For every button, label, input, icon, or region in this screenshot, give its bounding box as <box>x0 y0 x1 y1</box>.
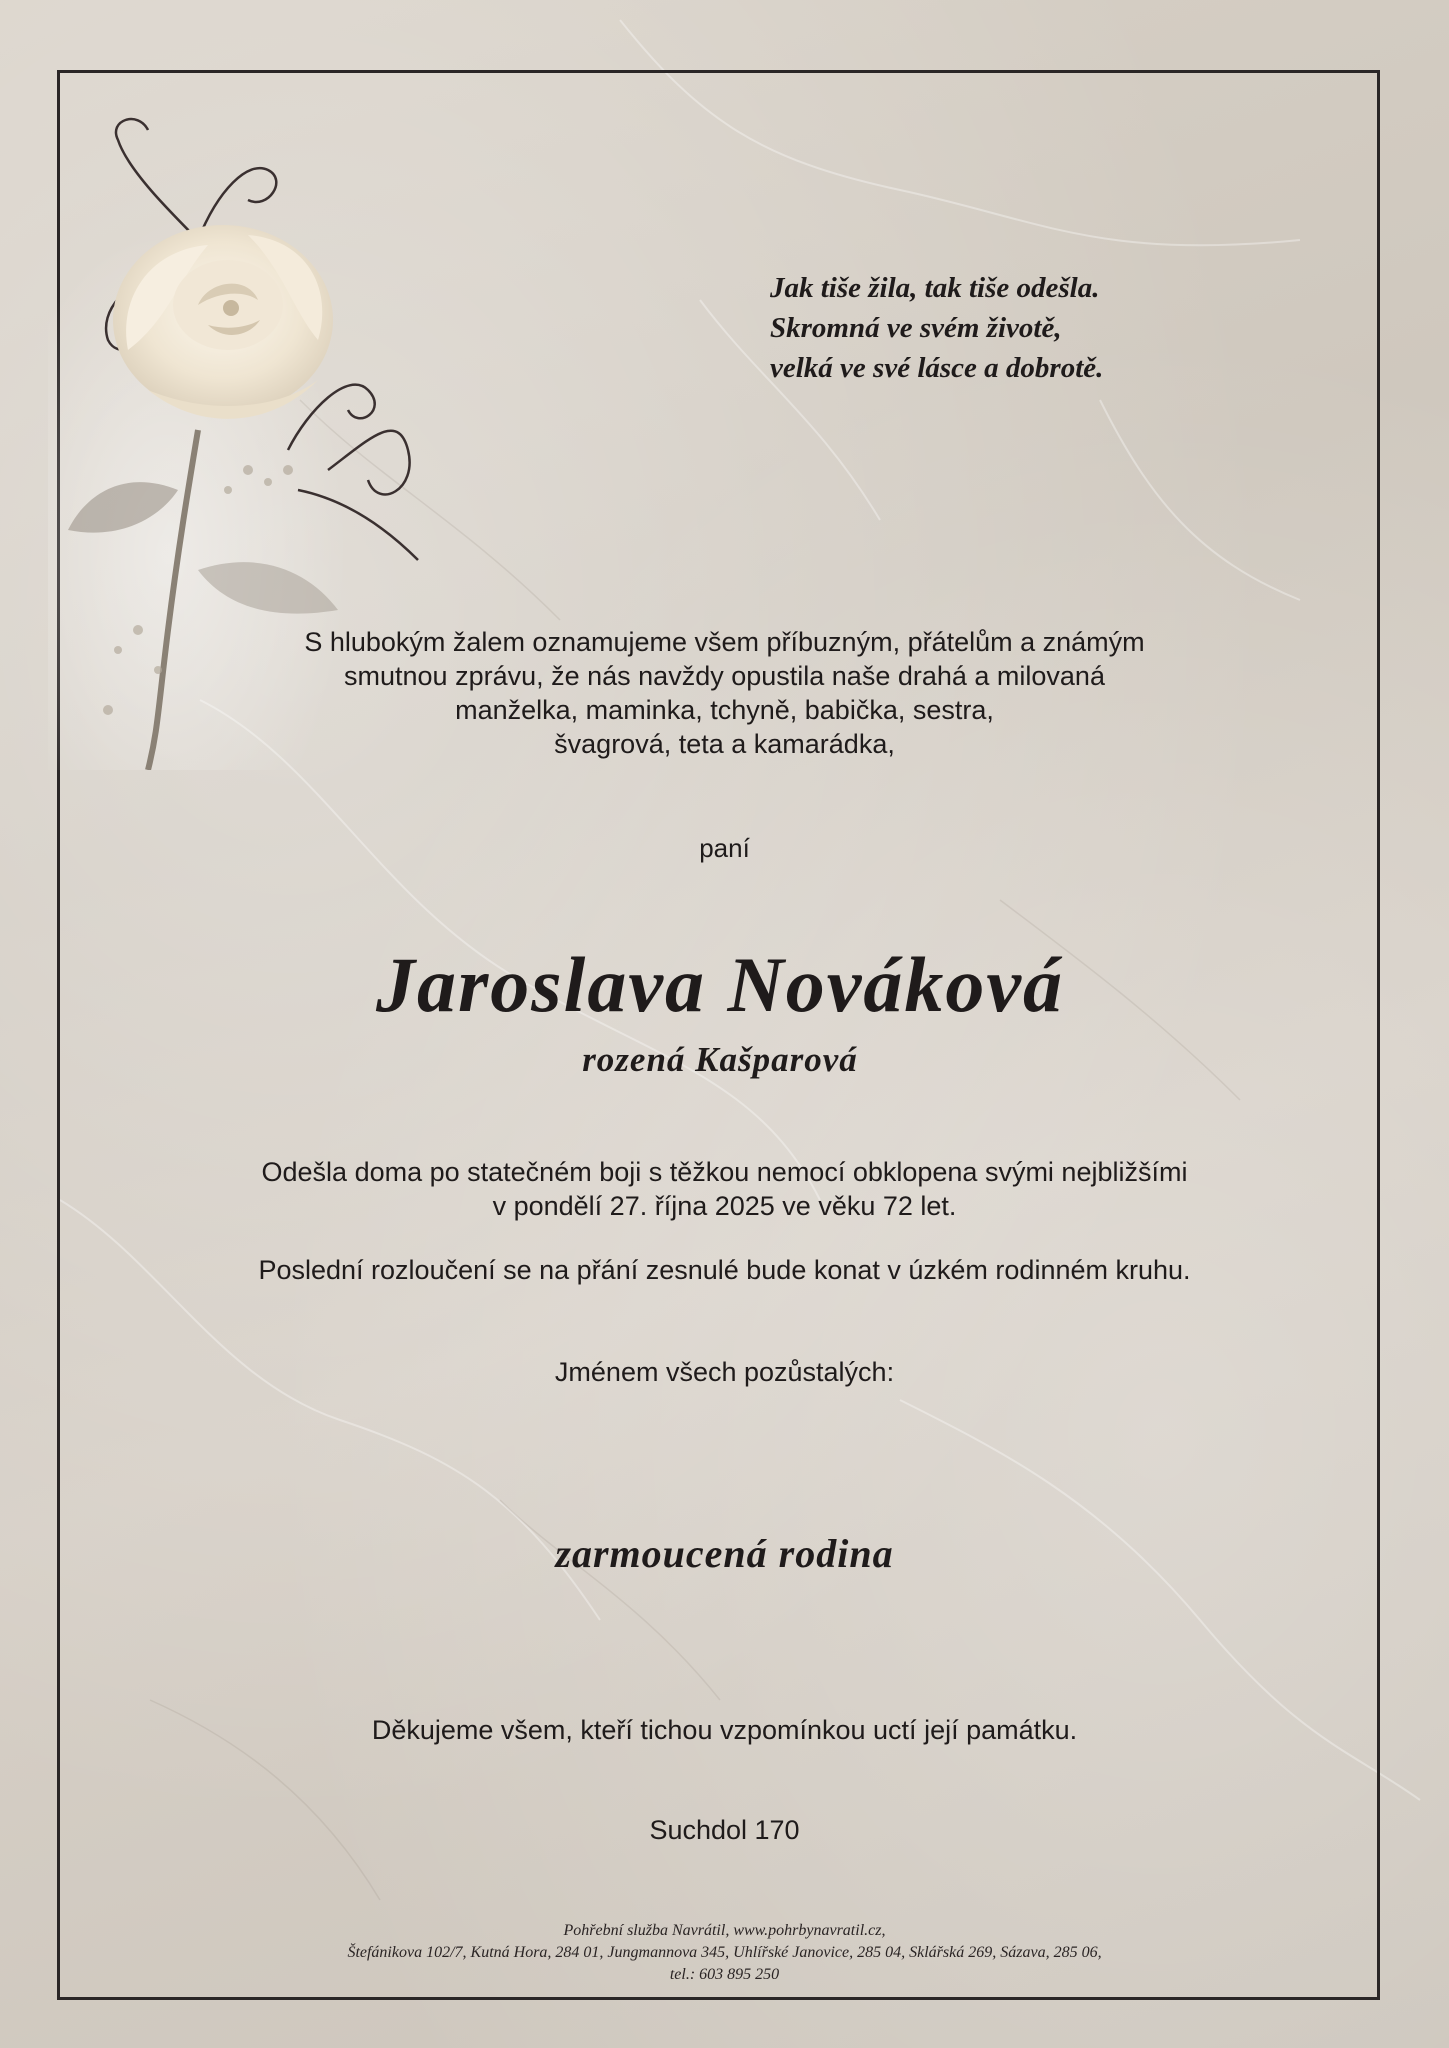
motto-verse <box>770 268 1250 388</box>
honorific: paní <box>699 833 750 863</box>
motto-line: velká ve své lásce a dobrotě. <box>770 352 1104 384</box>
motto-line: Jak tiše žila, tak tiše odešla. <box>770 272 1100 304</box>
maiden-name: rozená Kašparová <box>582 1040 858 1079</box>
motto-line: Skromná ve svém životě, <box>770 312 1062 344</box>
funeral-service-footer <box>0 1920 1449 1986</box>
death-line: v pondělí 27. října 2025 ve věku 72 let. <box>492 1191 957 1221</box>
on-behalf-line: Jménem všech pozůstalých: <box>554 1357 895 1387</box>
thanks-line: Děkujeme všem, kteří tichou vzpomínkou uctí její památku. <box>371 1715 1078 1745</box>
deceased-name: Jaroslava Nováková <box>375 941 1065 1028</box>
death-details <box>0 1155 1449 1223</box>
family-address: Suchdol 170 <box>649 1815 800 1845</box>
announcement-text <box>0 625 1449 761</box>
farewell-note: Poslední rozloučení se na přání zesnulé bude konat v úzkém rodinném kruhu. <box>258 1255 1191 1285</box>
announcement-line: S hlubokým žalem oznamujeme všem příbuzným, přátelům a známým <box>304 627 1145 657</box>
death-line: Odešla doma po statečném boji s těžkou nemocí obklopena svými nejbližšími <box>261 1157 1188 1187</box>
footer-line: tel.: 603 895 250 <box>669 1966 780 1983</box>
announcement-line: smutnou zprávu, že nás navždy opustila naše drahá a milovaná <box>344 661 1105 691</box>
family-signature: zarmoucená rodina <box>555 1531 894 1576</box>
footer-line: Štefánikova 102/7, Kutná Hora, 284 01, Jungmannova 345, Uhlířské Janovice, 285 04, Sklářská 269, Sázava, 285 06, <box>347 1944 1102 1961</box>
announcement-line: švagrová, teta a kamarádka, <box>554 729 895 759</box>
announcement-line: manželka, maminka, tchyně, babička, sestra, <box>455 695 994 725</box>
footer-line: Pohřební služba Navrátil, www.pohrbynavratil.cz, <box>563 1922 886 1939</box>
